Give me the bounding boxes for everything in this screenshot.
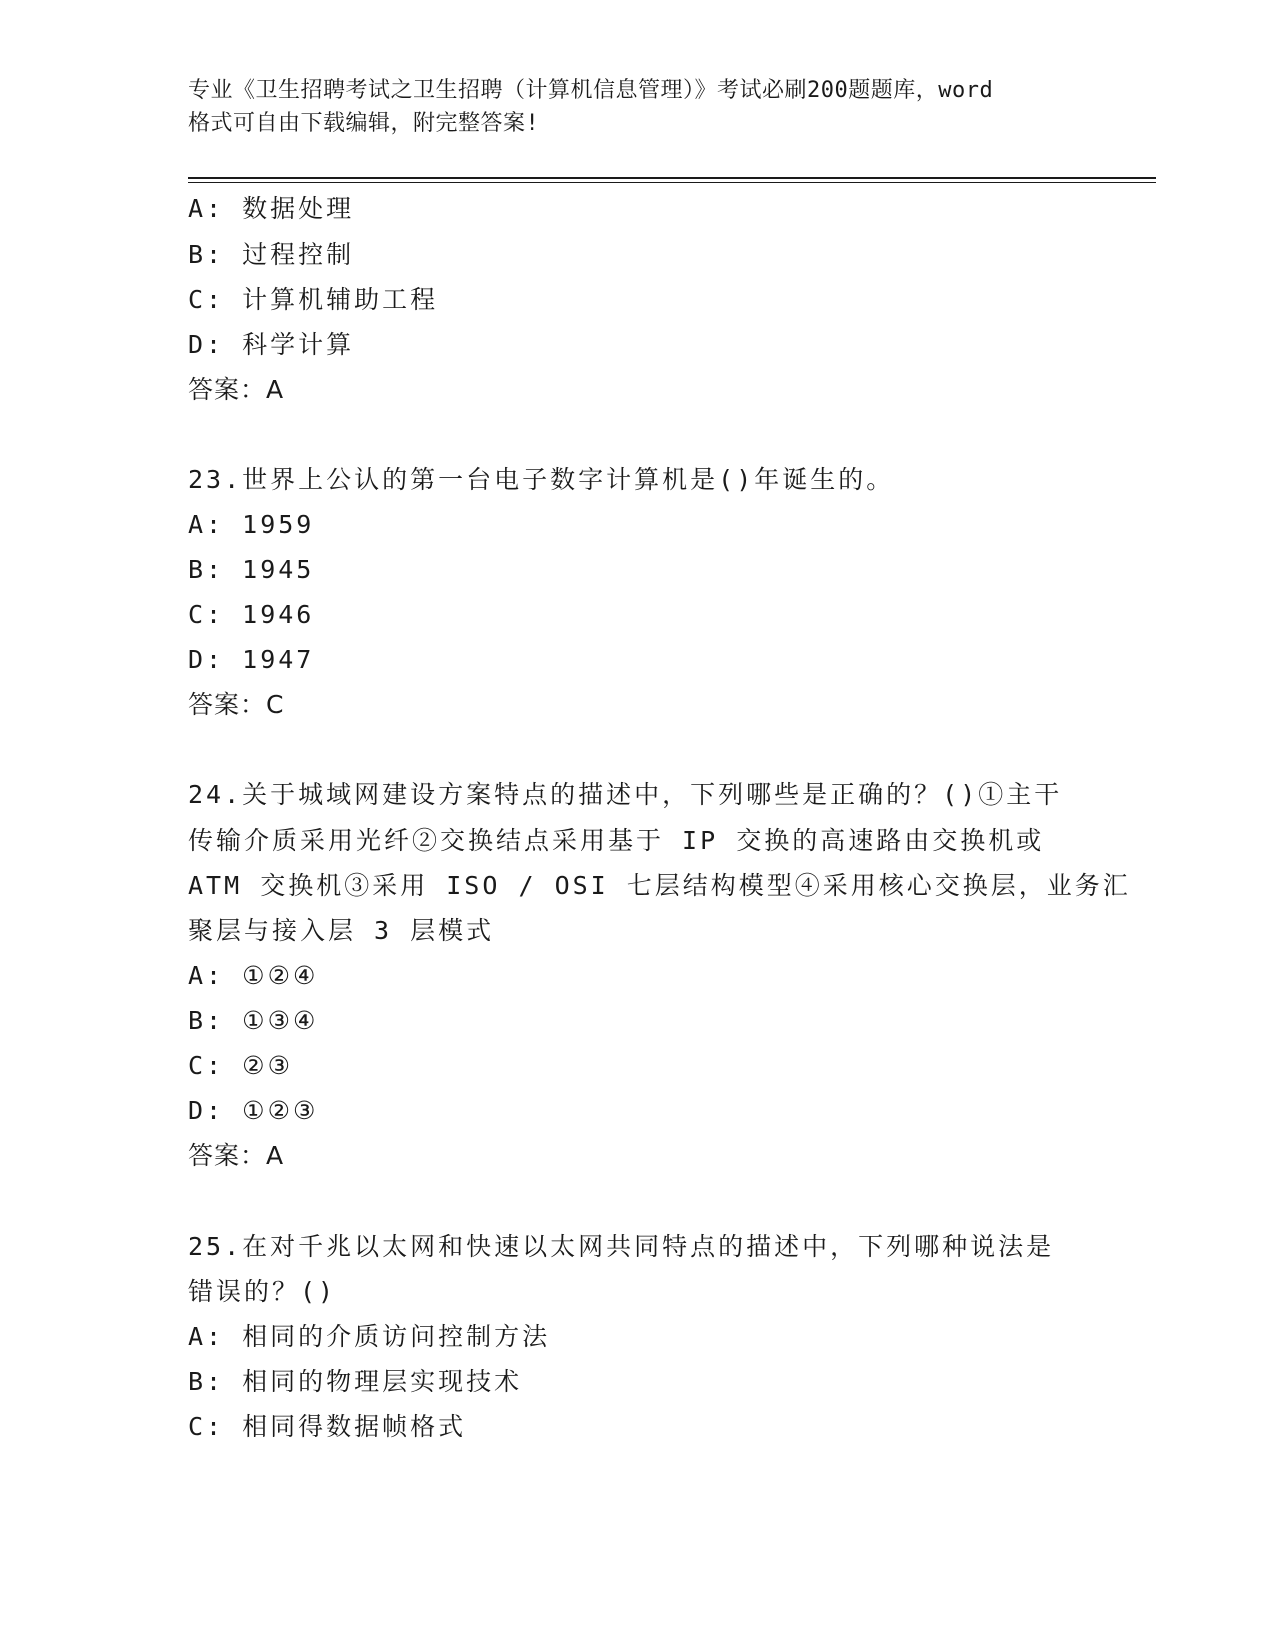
question-stem: 23.世界上公认的第一台电子数字计算机是()年诞生的。 bbox=[188, 465, 895, 494]
option-d: D: 1947 bbox=[188, 645, 315, 674]
option-c: C: 相同得数据帧格式 bbox=[188, 1412, 467, 1441]
answer: 答案：C bbox=[188, 690, 285, 719]
option-c: C: 1946 bbox=[188, 600, 315, 629]
question-stem-line-3: ATM 交换机③采用 ISO / OSI 七层结构模型④采用核心交换层，业务汇 bbox=[188, 871, 1131, 900]
option-d: D: 科学计算 bbox=[188, 330, 355, 359]
question-stem-line-2: 错误的？() bbox=[188, 1277, 337, 1306]
option-b: B: ①③④ bbox=[188, 1006, 319, 1035]
option-c: C: ②③ bbox=[188, 1051, 293, 1080]
header-rule-thin bbox=[188, 182, 1156, 183]
option-a: A: ①②④ bbox=[188, 961, 319, 990]
answer: 答案：A bbox=[188, 1141, 285, 1170]
option-b: B: 过程控制 bbox=[188, 240, 355, 269]
question-stem-line-1: 24.关于城域网建设方案特点的描述中，下列哪些是正确的？()①主干 bbox=[188, 780, 1063, 809]
question-stem-line-4: 聚层与接入层 3 层模式 bbox=[188, 916, 495, 945]
option-c: C: 计算机辅助工程 bbox=[188, 285, 439, 314]
option-a: A: 相同的介质访问控制方法 bbox=[188, 1322, 551, 1351]
question-stem-line-1: 25.在对千兆以太网和快速以太网共同特点的描述中，下列哪种说法是 bbox=[188, 1232, 1055, 1261]
document-header bbox=[188, 74, 1108, 140]
answer: 答案：A bbox=[188, 375, 285, 404]
question-stem-line-2: 传输介质采用光纤②交换结点采用基于 IP 交换的高速路由交换机或 bbox=[188, 826, 1045, 855]
option-b: B: 相同的物理层实现技术 bbox=[188, 1367, 523, 1396]
option-d: D: ①②③ bbox=[188, 1096, 319, 1125]
option-b: B: 1945 bbox=[188, 555, 315, 584]
option-a: A: 1959 bbox=[188, 510, 315, 539]
option-a: A: 数据处理 bbox=[188, 194, 355, 223]
header-line-1: 专业《卫生招聘考试之卫生招聘（计算机信息管理）》考试必刷200题题库，word bbox=[188, 78, 994, 103]
header-rule-thick bbox=[188, 177, 1156, 179]
header-line-2: 格式可自由下载编辑，附完整答案! bbox=[188, 111, 540, 136]
